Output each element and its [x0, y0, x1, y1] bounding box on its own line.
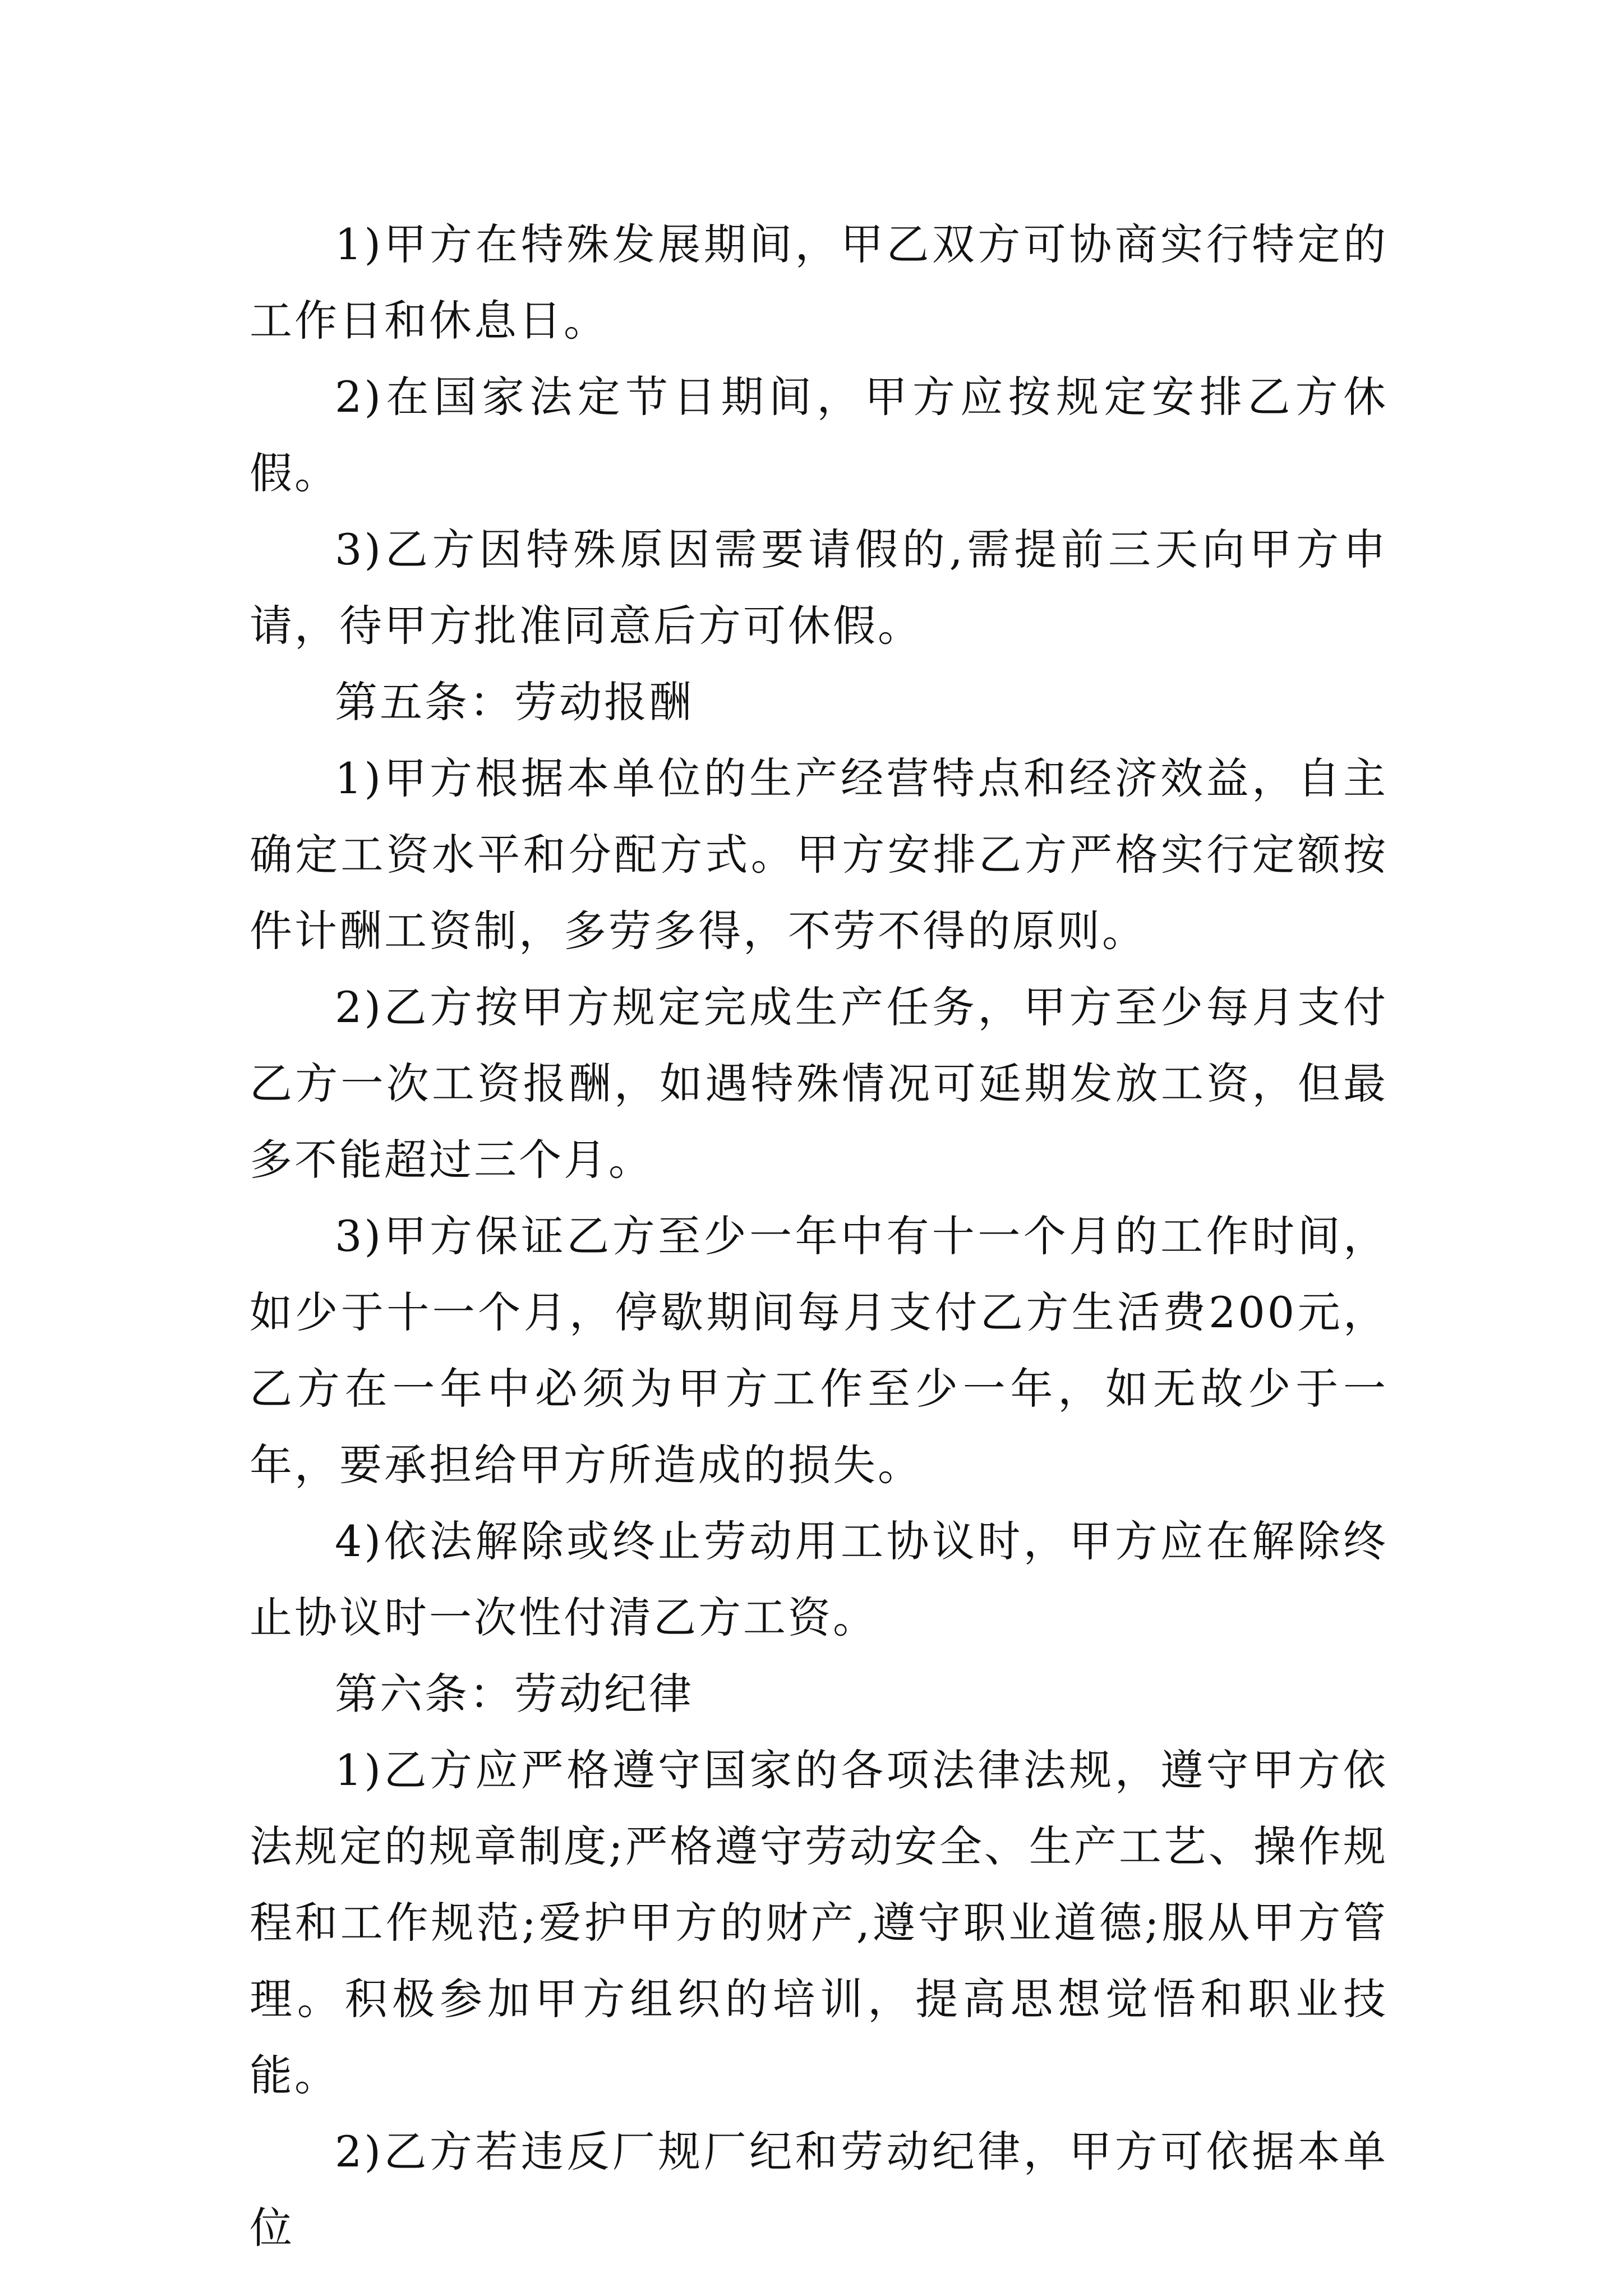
paragraph-discipline-rules: 1)乙方应严格遵守国家的各项法律法规，遵守甲方依法规定的规章制度;严格遵守劳动安全、生产工艺、操作规程和工作规范;爱护甲方的财产,遵守职业道德;服从甲方管理。积极参加甲方组织的培训，提高思想觉悟和职业技能。	[250, 1745, 1388, 2100]
paragraph-working-time: 3)甲方保证乙方至少一年中有十一个月的工作时间，如少于十一个月，停歇期间每月支付乙方生活费200元，乙方在一年中必须为甲方工作至少一年，如无故少于一年，要承担给甲方所造成的损失。	[250, 1211, 1388, 1490]
paragraph-termination-pay: 4)依法解除或终止劳动用工协议时，甲方应在解除终止协议时一次性付清乙方工资。	[250, 1516, 1388, 1642]
paragraph-rest-days: 1)甲方在特殊发展期间，甲乙双方可协商实行特定的工作日和休息日。	[250, 219, 1388, 346]
paragraph-discipline-violation: 2)乙方若违反厂规厂纪和劳动纪律，甲方可依据本单位	[250, 2127, 1388, 2253]
section-heading-article-6: 第六条：劳动纪律	[335, 1669, 694, 1719]
paragraph-wage-level: 1)甲方根据本单位的生产经营特点和经济效益，自主确定工资水平和分配方式。甲方安排乙方严格实行定额按件计酬工资制，多劳多得，不劳不得的原则。	[250, 753, 1388, 956]
paragraph-leave-request: 3)乙方因特殊原因需要请假的,需提前三天向甲方申请，待甲方批准同意后方可休假。	[250, 524, 1388, 651]
paragraph-holidays: 2)在国家法定节日期间，甲方应按规定安排乙方休假。	[250, 372, 1388, 498]
paragraph-wage-payment: 2)乙方按甲方规定完成生产任务，甲方至少每月支付乙方一次工资报酬，如遇特殊情况可延期发放工资，但最多不能超过三个月。	[250, 982, 1388, 1185]
document-body	[250, 206, 1388, 2266]
section-heading-article-5: 第五条：劳动报酬	[335, 677, 694, 727]
